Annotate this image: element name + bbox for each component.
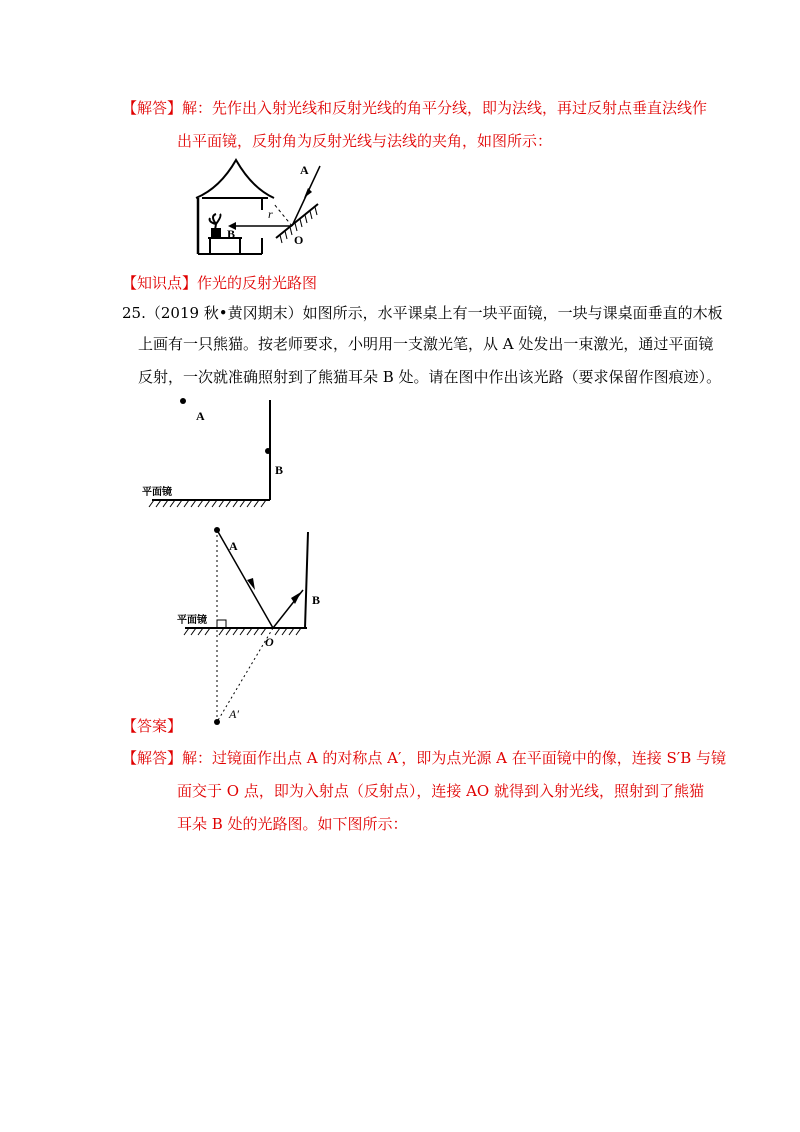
- answer-label: 【答案】: [122, 717, 183, 735]
- label-r: r: [268, 207, 273, 221]
- label-o: O: [265, 635, 274, 649]
- label-a: A: [229, 539, 238, 553]
- label-o: O: [294, 233, 304, 247]
- knowledge-text: 作光的反射光路图: [197, 274, 318, 292]
- label-a: A: [300, 163, 309, 177]
- knowledge-tag: 【知识点】: [122, 274, 198, 292]
- answer-heading-1: [122, 98, 707, 118]
- answer-text-line: 面交于 O 点，即为入射点（反射点），连接 AO 就得到入射光线，照射到了熊猫: [177, 782, 705, 800]
- problem-line: 上画有一只熊猫。按老师要求，小明用一支激光笔，从 A 处发出一束激光，通过平面镜: [138, 335, 714, 353]
- mirror-label: 平面镜: [177, 615, 207, 626]
- problem-source: （2019 秋•黄冈期末）: [145, 304, 303, 322]
- figure-question-diagram: [140, 392, 310, 510]
- label-b: B: [312, 593, 321, 607]
- answer-tag: 【解答】: [122, 99, 183, 117]
- answer-text-line: 解：先作出入射光线和反射光线的角平分线，即为法线，再过反射点垂直法线作: [182, 99, 708, 117]
- problem-line: 反射，一次就准确照射到了熊猫耳朵 B 处。请在图中作出该光路（要求保留作图痕迹）。: [138, 368, 722, 386]
- figure-house-reflection: [190, 158, 330, 258]
- figure-answer-diagram: [175, 522, 335, 732]
- problem-line: [122, 303, 723, 323]
- label-b: B: [227, 227, 236, 241]
- problem-number: 25.: [122, 304, 146, 322]
- answer-text-line: 解：过镜面作出点 A 的对称点 A′，即为点光源 A 在平面镜中的像，连接 S′B 与镜: [182, 749, 727, 767]
- problem-text: 如图所示，水平课桌上有一块平面镜，一块与课桌面垂直的木板: [302, 304, 723, 322]
- answer-tag: 【解答】: [122, 749, 183, 767]
- answer-text-line: 耳朵 B 处的光路图。如下图所示：: [177, 815, 408, 833]
- answer-heading-2: [122, 748, 726, 768]
- mirror-label: 平面镜: [142, 487, 172, 498]
- label-a: A: [196, 409, 205, 423]
- label-b: B: [275, 463, 284, 477]
- answer-text-line: 出平面镜，反射角为反射光线与法线的夹角，如图所示：: [177, 132, 553, 150]
- knowledge-point: [122, 273, 317, 293]
- label-a-image: A′: [229, 707, 239, 721]
